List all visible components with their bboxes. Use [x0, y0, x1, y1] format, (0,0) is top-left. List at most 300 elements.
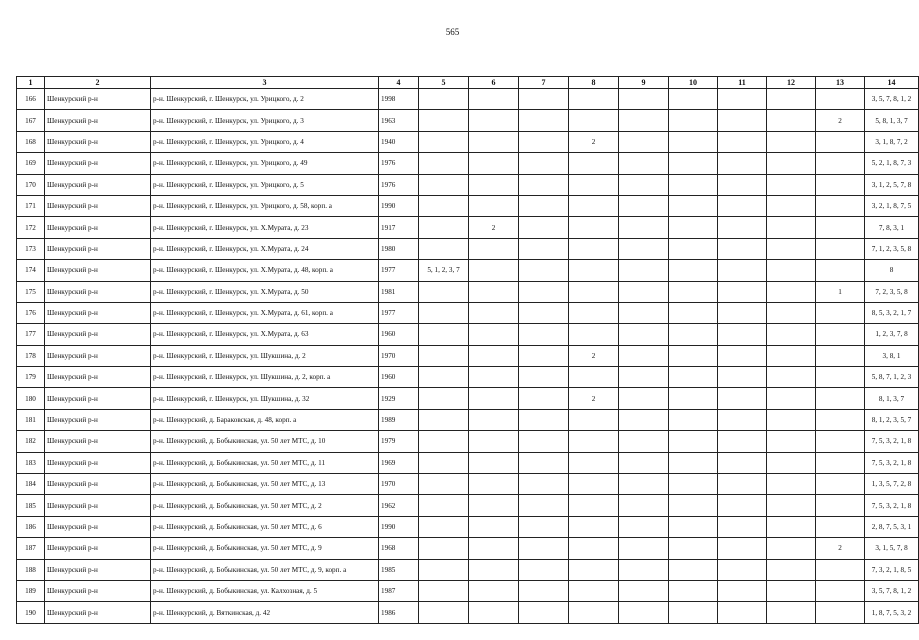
table-cell — [816, 367, 865, 388]
table-cell — [669, 388, 718, 409]
table-cell: 1970 — [379, 474, 419, 495]
table-cell: 179 — [17, 367, 45, 388]
table-row — [17, 516, 919, 537]
table-cell: 1929 — [379, 388, 419, 409]
table-cell — [619, 388, 669, 409]
table-cell — [519, 516, 569, 537]
table-cell — [718, 409, 767, 430]
table-cell: 1981 — [379, 281, 419, 302]
table-cell — [669, 195, 718, 216]
table-cell — [718, 388, 767, 409]
table-cell: 186 — [17, 516, 45, 537]
table-header — [17, 77, 919, 89]
table-cell — [767, 495, 816, 516]
table-cell — [469, 110, 519, 131]
column-header: 9 — [619, 77, 669, 89]
table-cell: р-н. Шенкурский, г. Шенкурск, ул. Урицкого, д. 3 — [151, 110, 379, 131]
table-cell: 175 — [17, 281, 45, 302]
table-cell: 3, 1, 2, 5, 7, 8 — [865, 174, 919, 195]
table-cell: Шенкурский р-н — [45, 580, 151, 601]
table-cell — [469, 195, 519, 216]
table-cell: Шенкурский р-н — [45, 516, 151, 537]
column-header: 12 — [767, 77, 816, 89]
table-cell — [816, 195, 865, 216]
table-cell — [767, 516, 816, 537]
table-cell: р-н. Шенкурский, д. Бобыкинская, ул. 50 лет МТС, д. 2 — [151, 495, 379, 516]
table-cell — [669, 580, 718, 601]
table-cell — [519, 495, 569, 516]
table-cell: 1968 — [379, 538, 419, 559]
table-cell — [569, 110, 619, 131]
table-cell — [767, 345, 816, 366]
table-cell: Шенкурский р-н — [45, 281, 151, 302]
table-cell — [469, 89, 519, 110]
table-cell — [569, 260, 619, 281]
table-cell — [519, 89, 569, 110]
table-cell — [816, 217, 865, 238]
table-cell — [569, 431, 619, 452]
table-cell — [767, 110, 816, 131]
table-cell: 7, 3, 2, 1, 8, 5 — [865, 559, 919, 580]
table-cell — [816, 260, 865, 281]
table-cell: 1, 8, 7, 5, 3, 2 — [865, 602, 919, 623]
table-row — [17, 302, 919, 323]
table-row — [17, 388, 919, 409]
table-cell — [718, 324, 767, 345]
table-cell — [669, 260, 718, 281]
table-cell — [767, 153, 816, 174]
table-cell — [619, 409, 669, 430]
table-cell — [419, 89, 469, 110]
table-cell: 1960 — [379, 367, 419, 388]
table-cell — [669, 345, 718, 366]
table-cell — [419, 153, 469, 174]
table-row — [17, 217, 919, 238]
table-cell: 1970 — [379, 345, 419, 366]
table-cell — [816, 602, 865, 623]
table-cell — [669, 131, 718, 152]
table-cell — [419, 431, 469, 452]
table-row — [17, 602, 919, 623]
table-cell: 188 — [17, 559, 45, 580]
table-cell: 5, 2, 1, 8, 7, 3 — [865, 153, 919, 174]
table-cell — [469, 516, 519, 537]
table-cell: р-н. Шенкурский, г. Шенкурск, ул. Шукшина, д. 32 — [151, 388, 379, 409]
table-cell — [767, 602, 816, 623]
table-cell — [718, 131, 767, 152]
table-cell: 1987 — [379, 580, 419, 601]
table-cell — [619, 238, 669, 259]
table-cell: 170 — [17, 174, 45, 195]
table-cell: р-н. Шенкурский, г. Шенкурск, ул. Урицкого, д. 2 — [151, 89, 379, 110]
table-cell: 2 — [569, 345, 619, 366]
table-row — [17, 559, 919, 580]
table-cell — [816, 324, 865, 345]
column-header: 7 — [519, 77, 569, 89]
table-cell — [519, 409, 569, 430]
table-cell — [816, 516, 865, 537]
table-cell: 185 — [17, 495, 45, 516]
column-header: 8 — [569, 77, 619, 89]
table-cell — [767, 195, 816, 216]
table-cell — [519, 110, 569, 131]
table-cell — [718, 602, 767, 623]
table-cell — [519, 153, 569, 174]
table-cell — [469, 131, 519, 152]
table-cell — [419, 602, 469, 623]
table-cell — [569, 495, 619, 516]
housing-table — [16, 76, 919, 624]
table-cell — [619, 516, 669, 537]
table-cell — [767, 260, 816, 281]
column-header: 2 — [45, 77, 151, 89]
table-cell: 2 — [569, 131, 619, 152]
table-cell — [619, 538, 669, 559]
table-cell — [569, 559, 619, 580]
column-header: 11 — [718, 77, 767, 89]
table-row — [17, 131, 919, 152]
table-cell — [519, 195, 569, 216]
table-cell: Шенкурский р-н — [45, 217, 151, 238]
table-cell: 187 — [17, 538, 45, 559]
table-cell — [519, 580, 569, 601]
table-cell — [619, 559, 669, 580]
table-cell — [718, 302, 767, 323]
table-cell: 8, 1, 2, 3, 5, 7 — [865, 409, 919, 430]
table-row — [17, 452, 919, 473]
table-cell — [767, 474, 816, 495]
table-cell — [767, 89, 816, 110]
table-cell — [469, 538, 519, 559]
table-cell: 1969 — [379, 452, 419, 473]
table-cell — [767, 409, 816, 430]
table-cell — [519, 452, 569, 473]
table-cell: 1976 — [379, 153, 419, 174]
table-cell — [469, 174, 519, 195]
table-cell: 7, 5, 3, 2, 1, 8 — [865, 452, 919, 473]
table-cell — [419, 388, 469, 409]
table-cell — [816, 495, 865, 516]
table-cell: Шенкурский р-н — [45, 324, 151, 345]
table-cell: 174 — [17, 260, 45, 281]
table-cell: р-н. Шенкурский, г. Шенкурск, ул. Х.Мурата, д. 63 — [151, 324, 379, 345]
table-cell — [619, 367, 669, 388]
table-cell: 5, 1, 2, 3, 7 — [419, 260, 469, 281]
table-cell — [469, 260, 519, 281]
table-cell — [419, 367, 469, 388]
table-cell — [718, 495, 767, 516]
table-cell — [519, 217, 569, 238]
table-cell — [816, 431, 865, 452]
table-cell — [569, 367, 619, 388]
table-cell: Шенкурский р-н — [45, 89, 151, 110]
table-cell — [619, 131, 669, 152]
table-row — [17, 495, 919, 516]
header-row — [17, 77, 919, 89]
table-cell — [569, 153, 619, 174]
table-cell — [619, 153, 669, 174]
table-cell — [519, 602, 569, 623]
table-cell — [569, 452, 619, 473]
table-cell: 3, 8, 1 — [865, 345, 919, 366]
table-cell: 1990 — [379, 516, 419, 537]
table-cell — [619, 89, 669, 110]
table-cell — [767, 174, 816, 195]
table-cell — [419, 345, 469, 366]
table-cell: 7, 5, 3, 2, 1, 8 — [865, 495, 919, 516]
table-cell — [419, 452, 469, 473]
table-cell: 1977 — [379, 260, 419, 281]
column-header: 13 — [816, 77, 865, 89]
table-cell: 1, 3, 5, 7, 2, 8 — [865, 474, 919, 495]
table-cell — [669, 495, 718, 516]
table-cell: 173 — [17, 238, 45, 259]
table-cell — [419, 495, 469, 516]
table-cell — [767, 559, 816, 580]
table-cell: 3, 5, 7, 8, 1, 2 — [865, 580, 919, 601]
table-cell: Шенкурский р-н — [45, 452, 151, 473]
table-cell — [469, 281, 519, 302]
table-cell — [569, 538, 619, 559]
table-cell: 1989 — [379, 409, 419, 430]
column-header: 1 — [17, 77, 45, 89]
table-cell — [419, 217, 469, 238]
table-cell — [718, 238, 767, 259]
table-cell: 172 — [17, 217, 45, 238]
table-cell — [669, 302, 718, 323]
table-cell: 167 — [17, 110, 45, 131]
table-cell: 3, 2, 1, 8, 7, 5 — [865, 195, 919, 216]
table-row — [17, 281, 919, 302]
table-cell — [419, 195, 469, 216]
table-cell: Шенкурский р-н — [45, 345, 151, 366]
table-cell: р-н. Шенкурский, г. Шенкурск, ул. Х.Мурата, д. 23 — [151, 217, 379, 238]
table-cell: 7, 2, 3, 5, 8 — [865, 281, 919, 302]
table-cell: 1 — [816, 281, 865, 302]
table-cell: 2 — [469, 217, 519, 238]
table-cell — [669, 431, 718, 452]
table-cell — [669, 409, 718, 430]
table-cell — [718, 281, 767, 302]
table-cell — [469, 580, 519, 601]
table-cell — [419, 559, 469, 580]
table-cell: Шенкурский р-н — [45, 538, 151, 559]
table-cell — [469, 388, 519, 409]
table-row — [17, 110, 919, 131]
table-cell: Шенкурский р-н — [45, 110, 151, 131]
table-cell — [419, 174, 469, 195]
table-cell — [519, 367, 569, 388]
table-cell — [469, 302, 519, 323]
table-cell — [718, 559, 767, 580]
table-cell: р-н. Шенкурский, г. Шенкурск, ул. Урицкого, д. 58, корп. а — [151, 195, 379, 216]
table-cell: р-н. Шенкурский, г. Шенкурск, ул. Х.Мурата, д. 24 — [151, 238, 379, 259]
column-header: 10 — [669, 77, 718, 89]
table-cell: р-н. Шенкурский, д. Вяткинская, д. 42 — [151, 602, 379, 623]
table-cell: 1985 — [379, 559, 419, 580]
table-cell — [519, 388, 569, 409]
table-cell — [816, 153, 865, 174]
table-cell: 5, 8, 1, 3, 7 — [865, 110, 919, 131]
table-cell: р-н. Шенкурский, д. Бобыкинская, ул. 50 лет МТС, д. 9, корп. а — [151, 559, 379, 580]
table-cell: Шенкурский р-н — [45, 302, 151, 323]
table-cell — [669, 174, 718, 195]
table-cell: р-н. Шенкурский, г. Шенкурск, ул. Х.Мурата, д. 61, корп. а — [151, 302, 379, 323]
table-cell — [816, 131, 865, 152]
table-cell — [767, 281, 816, 302]
table-cell — [569, 89, 619, 110]
table-cell — [569, 174, 619, 195]
table-cell — [519, 260, 569, 281]
table-cell — [519, 474, 569, 495]
table-cell — [419, 281, 469, 302]
table-cell — [619, 452, 669, 473]
table-cell — [469, 452, 519, 473]
table-cell: 8, 5, 3, 2, 1, 7 — [865, 302, 919, 323]
table-cell: р-н. Шенкурский, г. Шенкурск, ул. Х.Мурата, д. 48, корп. а — [151, 260, 379, 281]
table-cell — [767, 131, 816, 152]
table-cell: р-н. Шенкурский, г. Шенкурск, ул. Урицкого, д. 49 — [151, 153, 379, 174]
table-cell — [519, 345, 569, 366]
table-cell — [469, 238, 519, 259]
table-cell: 1963 — [379, 110, 419, 131]
table-cell — [569, 409, 619, 430]
table-cell — [718, 538, 767, 559]
page-number: 565 — [445, 27, 460, 37]
table-cell — [519, 324, 569, 345]
table-cell — [718, 474, 767, 495]
table-cell — [718, 367, 767, 388]
table-cell — [419, 580, 469, 601]
column-header: 6 — [469, 77, 519, 89]
table-cell: 1940 — [379, 131, 419, 152]
table-cell: 7, 5, 3, 2, 1, 8 — [865, 431, 919, 452]
table-cell: Шенкурский р-н — [45, 238, 151, 259]
table-cell — [767, 388, 816, 409]
table-cell: 168 — [17, 131, 45, 152]
table-row — [17, 238, 919, 259]
table-cell — [669, 367, 718, 388]
table-cell: р-н. Шенкурский, г. Шенкурск, ул. Урицкого, д. 4 — [151, 131, 379, 152]
table-cell: Шенкурский р-н — [45, 153, 151, 174]
table-cell — [619, 431, 669, 452]
table-cell: р-н. Шенкурский, г. Шенкурск, ул. Х.Мурата, д. 50 — [151, 281, 379, 302]
table-cell: р-н. Шенкурский, г. Шенкурск, ул. Урицкого, д. 5 — [151, 174, 379, 195]
table-cell — [519, 538, 569, 559]
table-cell: р-н. Шенкурский, д. Бобыкинская, ул. 50 лет МТС, д. 11 — [151, 452, 379, 473]
table-cell — [718, 260, 767, 281]
table-cell — [419, 538, 469, 559]
table-cell: Шенкурский р-н — [45, 388, 151, 409]
table-row — [17, 431, 919, 452]
table-cell — [816, 89, 865, 110]
table-cell — [669, 89, 718, 110]
table-cell: 1976 — [379, 174, 419, 195]
table-cell: 181 — [17, 409, 45, 430]
table-cell: Шенкурский р-н — [45, 474, 151, 495]
table-cell — [469, 474, 519, 495]
table-cell — [419, 409, 469, 430]
table-cell — [718, 431, 767, 452]
table-cell — [669, 324, 718, 345]
table-row — [17, 89, 919, 110]
table-cell: 169 — [17, 153, 45, 174]
table-cell: 3, 1, 5, 7, 8 — [865, 538, 919, 559]
table-cell: 2, 8, 7, 5, 3, 1 — [865, 516, 919, 537]
table-cell — [767, 302, 816, 323]
table-cell — [718, 174, 767, 195]
column-header: 5 — [419, 77, 469, 89]
table-cell — [569, 324, 619, 345]
table-cell — [469, 495, 519, 516]
table-cell: р-н. Шенкурский, г. Шенкурск, ул. Шукшина, д. 2 — [151, 345, 379, 366]
table-cell: 7, 1, 2, 3, 5, 8 — [865, 238, 919, 259]
table-cell — [816, 409, 865, 430]
table-cell — [669, 281, 718, 302]
table-row — [17, 474, 919, 495]
table-body — [17, 89, 919, 624]
table-cell — [569, 195, 619, 216]
table-cell — [569, 580, 619, 601]
table-cell — [816, 452, 865, 473]
table-cell — [718, 110, 767, 131]
table-cell: 5, 8, 7, 1, 2, 3 — [865, 367, 919, 388]
table-cell: р-н. Шенкурский, д. Бараковская, д. 48, корп. а — [151, 409, 379, 430]
table-cell: 183 — [17, 452, 45, 473]
table-cell: 1990 — [379, 195, 419, 216]
table-cell — [569, 217, 619, 238]
table-cell — [619, 260, 669, 281]
table-cell: 190 — [17, 602, 45, 623]
table-cell — [619, 602, 669, 623]
table-cell — [569, 281, 619, 302]
table-row — [17, 195, 919, 216]
table-cell — [419, 110, 469, 131]
table-cell: 176 — [17, 302, 45, 323]
table-container — [16, 76, 912, 624]
table-row — [17, 324, 919, 345]
table-cell — [669, 516, 718, 537]
table-cell — [718, 153, 767, 174]
table-cell — [419, 238, 469, 259]
table-cell — [767, 238, 816, 259]
table-cell — [519, 174, 569, 195]
table-cell — [718, 580, 767, 601]
table-cell — [569, 602, 619, 623]
table-cell — [419, 516, 469, 537]
table-cell — [519, 559, 569, 580]
table-cell: р-н. Шенкурский, д. Бобыкинская, ул. 50 лет МТС, д. 6 — [151, 516, 379, 537]
table-cell — [519, 238, 569, 259]
table-cell: Шенкурский р-н — [45, 431, 151, 452]
table-cell: 1977 — [379, 302, 419, 323]
table-cell — [619, 345, 669, 366]
table-cell — [816, 345, 865, 366]
table-cell — [469, 409, 519, 430]
table-cell — [569, 516, 619, 537]
table-cell — [419, 474, 469, 495]
table-cell: 1960 — [379, 324, 419, 345]
table-cell — [469, 367, 519, 388]
table-cell — [816, 238, 865, 259]
table-cell — [816, 559, 865, 580]
table-cell — [669, 559, 718, 580]
table-cell — [767, 324, 816, 345]
table-row — [17, 367, 919, 388]
table-row — [17, 345, 919, 366]
column-header: 14 — [865, 77, 919, 89]
table-cell — [619, 217, 669, 238]
